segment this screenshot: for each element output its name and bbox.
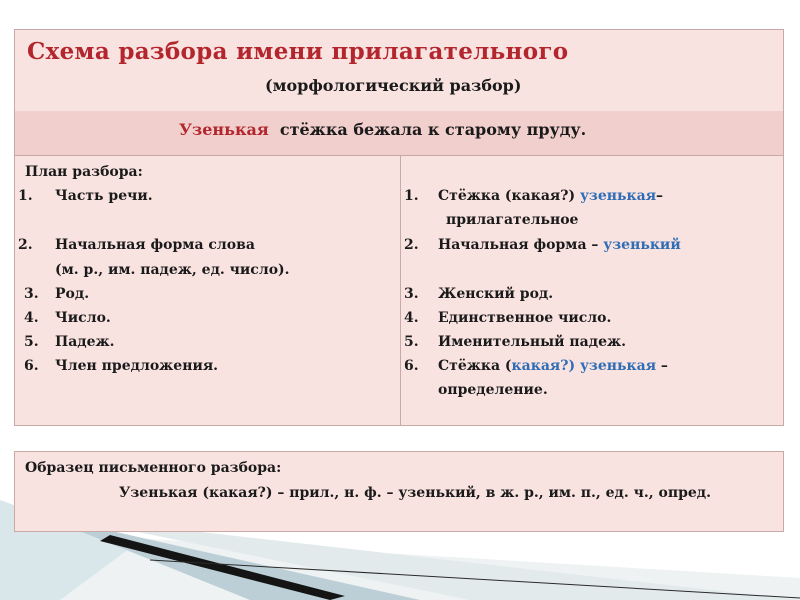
analysis-item-1-highlight: узенькая — [579, 188, 657, 204]
analysis-item-2-num: 2. — [404, 237, 419, 253]
plan-item-4: Число. — [55, 310, 111, 326]
sample-text: Узенькая (какая?) – прил., н. ф. – узенький, в ж. р., им. п., ед. ч., опред. — [119, 485, 711, 501]
analysis-item-5-num: 5. — [404, 334, 419, 350]
analysis-table — [14, 29, 784, 426]
analysis-item-2 — [438, 236, 681, 254]
plan-item-5-num: 5. — [24, 334, 39, 350]
plan-item-5: Падеж. — [55, 334, 115, 350]
analysis-item-1-dash: – — [656, 188, 664, 204]
sentence-highlight: Узенькая — [179, 120, 269, 139]
analysis-item-1-num: 1. — [404, 188, 419, 204]
analysis-item-2-highlight: узенький — [603, 237, 681, 253]
plan-heading: План разбора: — [25, 164, 143, 180]
analysis-item-2-text: Начальная форма – — [438, 237, 604, 253]
sentence-rest: стёжка бежала к старому пруду. — [279, 120, 587, 139]
plan-item-1: Часть речи. — [55, 188, 153, 204]
plan-item-2-num: 2. — [18, 237, 33, 253]
analysis-item-1-text: Стёжка (какая?) — [438, 188, 580, 204]
slide-subtitle: (морфологический разбор) — [265, 76, 522, 95]
plan-item-3: Род. — [55, 286, 90, 302]
analysis-item-4-num: 4. — [404, 310, 419, 326]
analysis-item-6-cont: определение. — [438, 382, 548, 398]
plan-item-2-cont: (м. р., им. падеж, ед. число). — [55, 262, 290, 278]
column-divider — [400, 155, 401, 426]
analysis-item-4: Единственное число. — [438, 310, 612, 326]
analysis-item-1 — [438, 187, 663, 205]
title-row — [15, 30, 783, 112]
analysis-item-5: Именительный падеж. — [438, 334, 626, 350]
example-sentence — [179, 120, 586, 139]
analysis-item-6-highlight: какая?) узенькая — [511, 358, 657, 374]
plan-item-4-num: 4. — [24, 310, 39, 326]
plan-item-6: Член предложения. — [55, 358, 219, 374]
sample-heading: Образец письменного разбора: — [25, 460, 282, 476]
slide-title: Схема разбора имени прилагательного — [27, 38, 569, 65]
analysis-item-3: Женский род. — [438, 286, 554, 302]
plan-item-2: Начальная форма слова — [55, 237, 255, 253]
analysis-item-1-cont: прилагательное — [446, 212, 579, 228]
analysis-item-6-text: Стёжка ( — [438, 358, 512, 374]
plan-item-3-num: 3. — [24, 286, 39, 302]
analysis-item-6 — [438, 357, 668, 375]
analysis-item-6-num: 6. — [404, 358, 419, 374]
sentence-row — [15, 111, 783, 156]
sample-box — [14, 451, 784, 532]
plan-item-1-num: 1. — [18, 188, 33, 204]
analysis-item-6-dash: – — [656, 358, 668, 374]
plan-item-6-num: 6. — [24, 358, 39, 374]
analysis-item-3-num: 3. — [404, 286, 419, 302]
